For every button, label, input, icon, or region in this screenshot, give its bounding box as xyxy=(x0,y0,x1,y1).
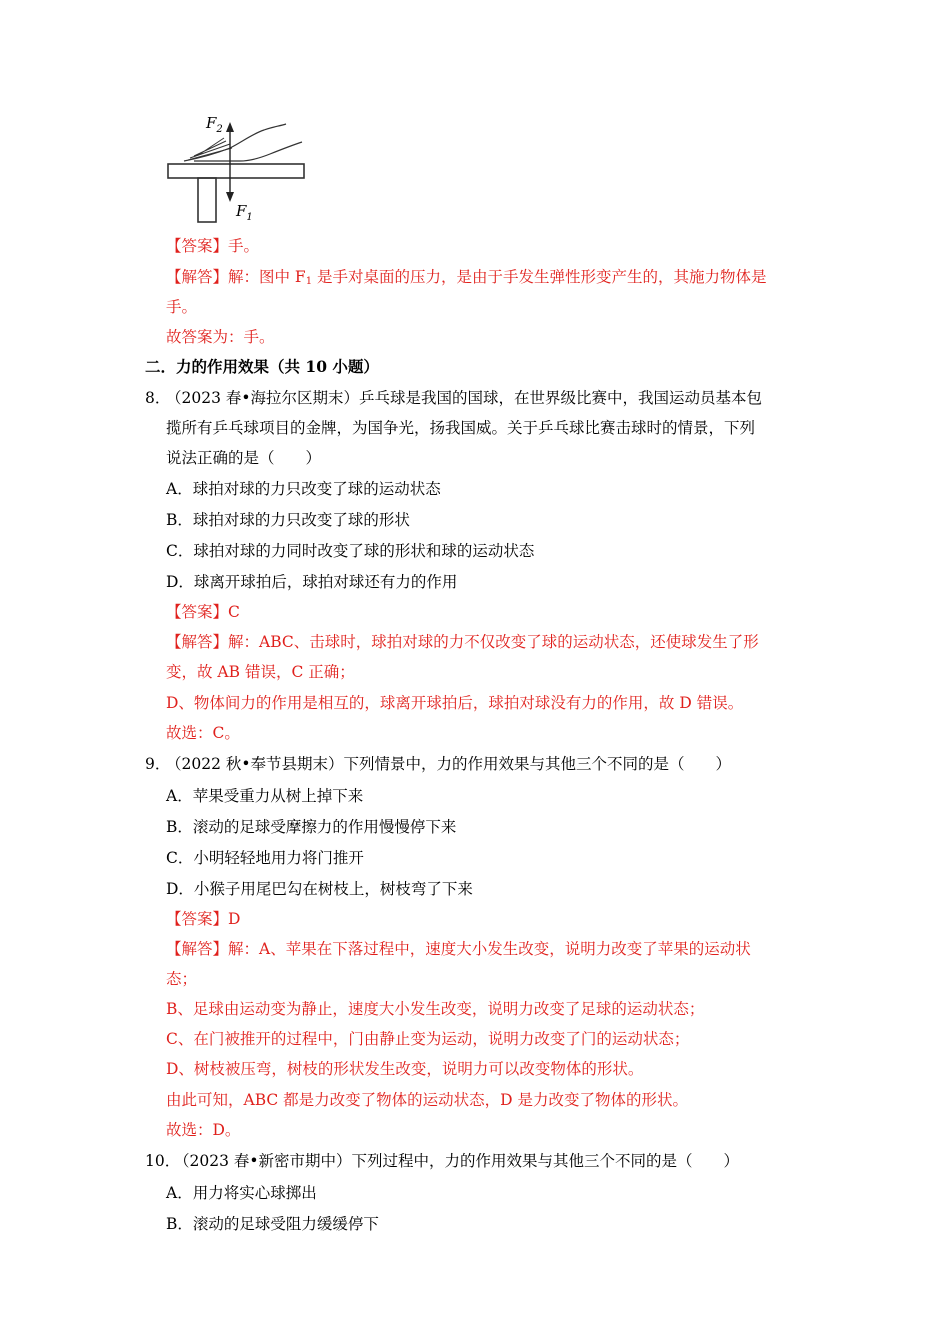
f1-arrowhead xyxy=(226,192,234,202)
f1-label: $F_1$ xyxy=(236,202,253,223)
q8-answer: 【答案】C xyxy=(166,603,240,621)
q10-number: 10． xyxy=(145,1152,181,1170)
q9-analysis-line-4: C、在门被推开的过程中，门由静止变为运动，说明力改变了门的运动状态； xyxy=(166,1030,690,1048)
force-diagram-figure xyxy=(160,108,320,228)
table-top xyxy=(168,164,304,178)
q8-analysis-line-3: D、物体间力的作用是相互的，球离开球拍后，球拍对球没有力的作用，故 D 错误。 xyxy=(166,694,744,712)
q8-analysis-line-2: 变，故 AB 错误，C 正确； xyxy=(166,663,355,681)
f2-arrowhead xyxy=(226,122,234,132)
q9-analysis-line-6: 由此可知，ABC 都是力改变了物体的运动状态，D 是力改变了物体的形状。 xyxy=(166,1091,689,1109)
q9-number: 9． xyxy=(145,755,171,773)
q10-option-a: A．用力将实心球掷出 xyxy=(166,1184,317,1202)
q9-conclusion: 故选：D。 xyxy=(166,1121,241,1139)
q9-analysis-line-3: B、足球由运动变为静止，速度大小发生改变，说明力改变了足球的运动状态； xyxy=(166,1000,705,1018)
q10-option-b: B．滚动的足球受阻力缓缓停下 xyxy=(166,1215,379,1233)
f2-label: $F_2$ xyxy=(206,114,223,135)
q8-number: 8． xyxy=(145,389,171,407)
q7-analysis-line-1: 【解答】解：图中 $F_1$ 是手对桌面的压力，是由于手发生弹性形变产生的，其施力物体是 xyxy=(166,268,767,287)
q9-answer: 【答案】D xyxy=(166,910,241,928)
q9-analysis-line-5: D、树枝被压弯，树枝的形状发生改变，说明力可以改变物体的形状。 xyxy=(166,1060,644,1078)
q8-stem-line-2: 揽所有乒乓球项目的金牌，为国争光，扬我国威。关于乒乓球比赛击球时的情景，下列 xyxy=(166,419,756,437)
q8-option-a: A．球拍对球的力只改变了球的运动状态 xyxy=(166,480,441,498)
q7-analysis-line-2: 手。 xyxy=(166,298,198,316)
q8-stem-line-3: 说法正确的是（ ） xyxy=(166,449,322,467)
q9-option-c: C．小明轻轻地用力将门推开 xyxy=(166,849,364,867)
q9-analysis-line-1: 【解答】解：A、苹果在下落过程中，速度大小发生改变，说明力改变了苹果的运动状 xyxy=(166,940,751,958)
q8-option-d: D．球离开球拍后，球拍对球还有力的作用 xyxy=(166,573,458,591)
q8-analysis-line-1: 【解答】解：ABC、击球时，球拍对球的力不仅改变了球的运动状态，还使球发生了形 xyxy=(166,633,759,651)
q9-option-b: B．滚动的足球受摩擦力的作用慢慢停下来 xyxy=(166,818,457,836)
hand-fingers xyxy=(188,138,232,160)
q8-stem-line-1: （2023 春•海拉尔区期末）乒乓球是我国的国球，在世界级比赛中，我国运动员基本包 xyxy=(166,389,763,407)
section-heading: 二．力的作用效果（共 10 小题） xyxy=(145,357,379,376)
hand-outline xyxy=(184,124,302,161)
table-leg xyxy=(198,178,216,222)
q9-analysis-line-2: 态； xyxy=(166,970,198,988)
q9-stem-line-1: （2022 秋•奉节县期末）下列情景中，力的作用效果与其他三个不同的是（ ） xyxy=(166,755,732,773)
q9-option-a: A．苹果受重力从树上掉下来 xyxy=(166,787,364,805)
q8-conclusion: 故选：C。 xyxy=(166,724,240,742)
q10-stem-line-1: （2023 春•新密市期中）下列过程中，力的作用效果与其他三个不同的是（ ） xyxy=(174,1152,740,1170)
q8-option-b: B．球拍对球的力只改变了球的形状 xyxy=(166,511,410,529)
q7-answer: 【答案】手。 xyxy=(166,237,260,255)
q7-conclusion: 故答案为：手。 xyxy=(166,328,275,346)
q9-option-d: D．小猴子用尾巴勾在树枝上，树枝弯了下来 xyxy=(166,880,473,898)
q8-option-c: C．球拍对球的力同时改变了球的形状和球的运动状态 xyxy=(166,542,535,560)
